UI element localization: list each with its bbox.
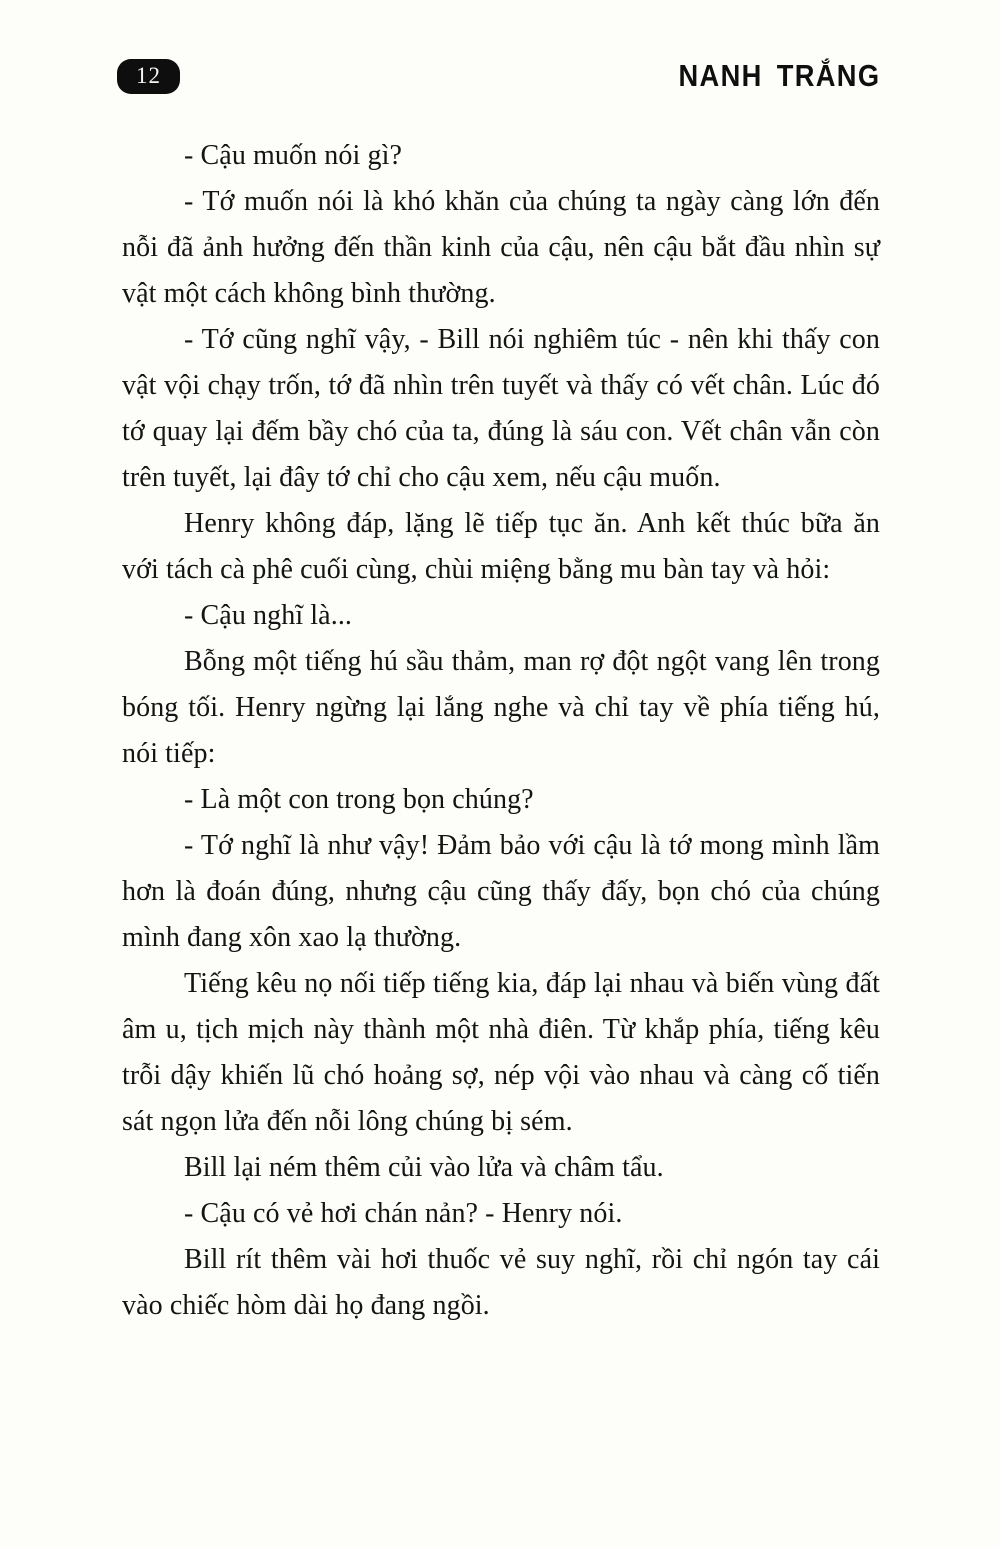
paragraph-2: - Tớ muốn nói là khó khăn của chúng ta ngày càng lớn đến nỗi đã ảnh hưởng đến thần kinh của cậu, nên cậu bắt đầu nhìn sự vật một cách không bình thường.: [122, 186, 880, 309]
paragraph-1: - Cậu muốn nói gì?: [184, 140, 402, 171]
paragraph-9: Tiếng kêu nọ nối tiếp tiếng kia, đáp lại nhau và biến vùng đất âm u, tịch mịch này thành một nhà điên. Từ khắp phía, tiếng kêu trỗi dậy khiến lũ chó hoảng sợ, nép vội vào nhau và càng cố tiến sát ngọn lửa đến nỗi lông chúng bị sém.: [122, 968, 880, 1137]
running-head-title: NANH TRẮNG: [678, 58, 880, 93]
paragraph-5: - Cậu nghĩ là...: [184, 600, 353, 631]
paragraph-7: - Là một con trong bọn chúng?: [184, 784, 534, 815]
page-body: [122, 133, 880, 1329]
page-number: 12: [136, 63, 161, 88]
page-number-badge: [117, 59, 180, 94]
paragraph-12: Bill rít thêm vài hơi thuốc vẻ suy nghĩ, rồi chỉ ngón tay cái vào chiếc hòm dài họ đang ngồi.: [122, 1244, 880, 1321]
paragraph-4: Henry không đáp, lặng lẽ tiếp tục ăn. Anh kết thúc bữa ăn với tách cà phê cuối cùng, chùi miệng bằng mu bàn tay và hỏi:: [122, 508, 880, 585]
paragraph-11: - Cậu có vẻ hơi chán nản? - Henry nói.: [184, 1198, 623, 1229]
paragraph-6: Bỗng một tiếng hú sầu thảm, man rợ đột ngột vang lên trong bóng tối. Henry ngừng lại lắng nghe và chỉ tay về phía tiếng hú, nói tiếp:: [122, 646, 880, 769]
paragraph-3: - Tớ cũng nghĩ vậy, - Bill nói nghiêm túc - nên khi thấy con vật vội chạy trốn, tớ đã nhìn trên tuyết và thấy có vết chân. Lúc đó tớ quay lại đếm bầy chó của ta, đúng là sáu con. Vết chân vẫn còn trên tuyết, lại đây tớ chỉ cho cậu xem, nếu cậu muốn.: [122, 324, 880, 493]
paragraph-8: - Tớ nghĩ là như vậy! Đảm bảo với cậu là tớ mong mình lầm hơn là đoán đúng, nhưng cậu cũng thấy đấy, bọn chó của chúng mình đang xôn xao lạ thường.: [122, 830, 880, 953]
page-header: [0, 0, 1000, 96]
paragraph-10: Bill lại ném thêm củi vào lửa và châm tẩu.: [184, 1152, 664, 1183]
